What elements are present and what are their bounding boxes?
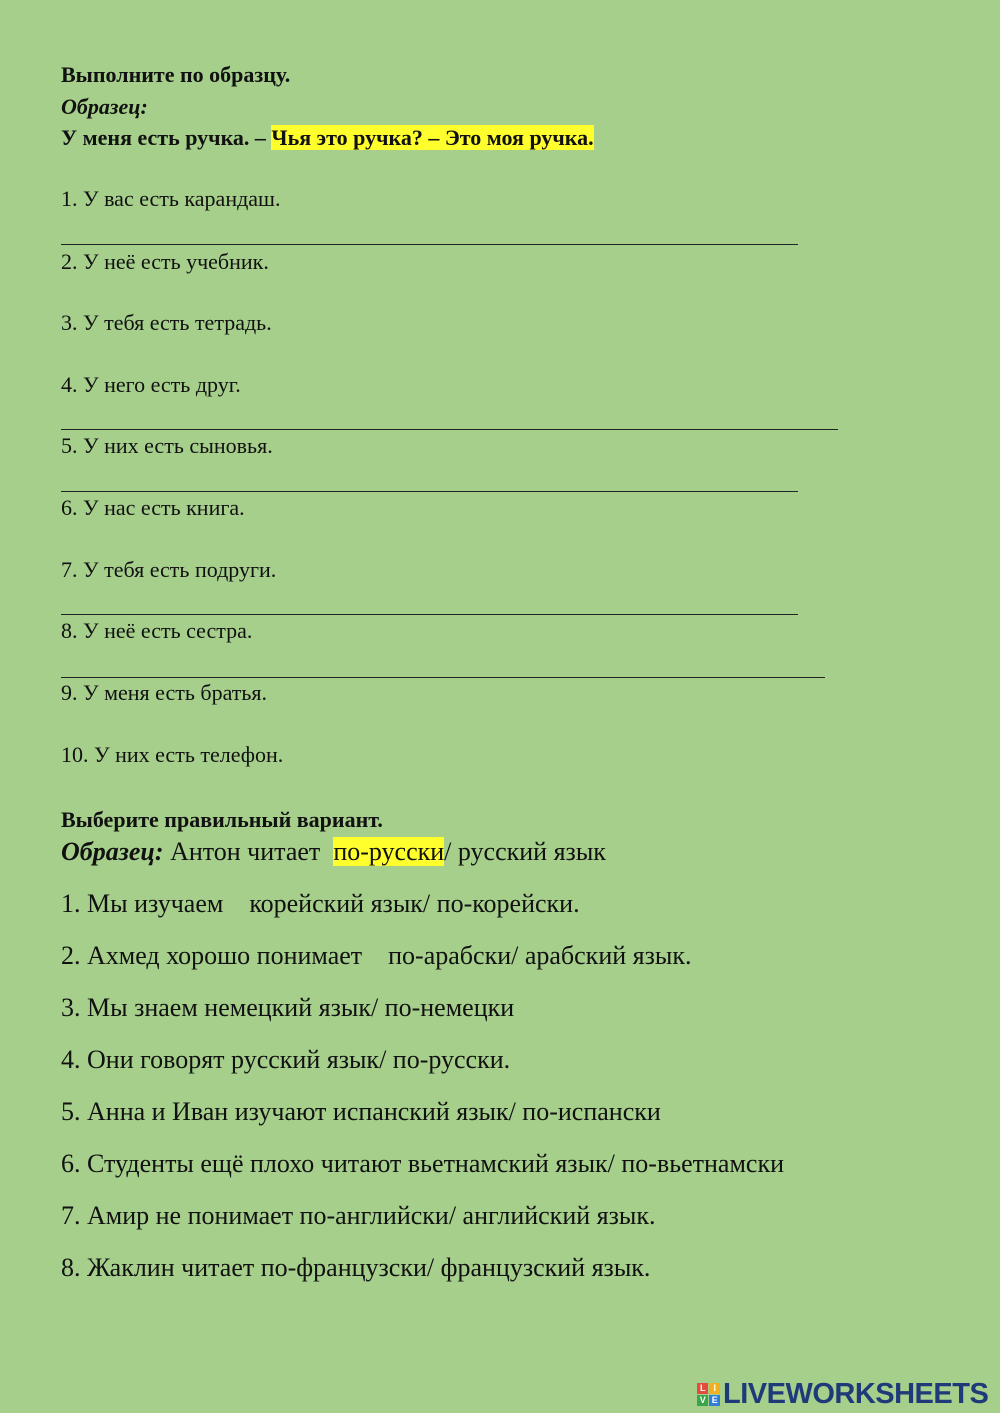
sample-suffix: / русский язык	[444, 837, 606, 866]
sample-prefix: Антон читает	[170, 837, 321, 866]
exercise1-item-7: 7. У тебя есть подруги.	[61, 557, 277, 582]
answer-line[interactable]	[61, 614, 798, 615]
exercise2-item-5[interactable]: 5. Анна и Иван изучают испанский язык/ по-испански	[61, 1097, 661, 1126]
exercise2-item-6[interactable]: 6. Студенты ещё плохо читают вьетнамский язык/ по-вьетнамски	[61, 1149, 784, 1178]
exercise1-item-2: 2. У неё есть учебник.	[61, 249, 269, 274]
exercise1-item-1: 1. У вас есть карандаш.	[61, 186, 281, 211]
exercise1-item-9: 9. У меня есть братья.	[61, 680, 268, 705]
answer-line[interactable]	[61, 491, 798, 492]
section2-sample-label: Образец:	[61, 837, 164, 866]
exercise2-item-2[interactable]: 2. Ахмед хорошо понимает по-арабски/ арабский язык.	[61, 941, 692, 970]
answer-line[interactable]	[61, 677, 825, 678]
section2-title: Выберите правильный вариант.	[61, 807, 383, 832]
logo-mark-icon	[697, 1383, 720, 1406]
exercise2-item-3[interactable]: 3. Мы знаем немецкий язык/ по-немецки	[61, 993, 515, 1022]
exercise1-item-4: 4. У него есть друг.	[61, 372, 241, 397]
section1-sample	[61, 125, 594, 151]
exercise1-item-6: 6. У нас есть книга.	[61, 495, 245, 520]
exercise2-item-1[interactable]: 1. Мы изучаем корейский язык/ по-корейски.	[61, 889, 580, 918]
exercise1-item-5: 5. У них есть сыновья.	[61, 433, 273, 458]
logo-letter-i: I	[709, 1383, 720, 1394]
exercise2-item-7[interactable]: 7. Амир не понимает по-английски/ английский язык.	[61, 1201, 656, 1230]
sample-sentence: У меня есть ручка. –	[61, 125, 266, 150]
logo-letter-e: E	[709, 1395, 720, 1406]
section2-sample	[61, 837, 606, 867]
logo-letter-l: L	[697, 1383, 708, 1394]
exercise2-item-4[interactable]: 4. Они говорят русский язык/ по-русски.	[61, 1045, 511, 1074]
logo-text: LIVEWORKSHEETS	[723, 1377, 989, 1410]
section1-title: Выполните по образцу.	[61, 62, 291, 87]
exercise2-item-8[interactable]: 8. Жаклин читает по-французски/ французский язык.	[61, 1253, 651, 1282]
sample-correct-highlight: по-русски	[333, 837, 445, 866]
liveworksheets-logo	[697, 1376, 988, 1412]
exercise1-item-3: 3. У тебя есть тетрадь.	[61, 310, 272, 335]
logo-letter-v: V	[697, 1395, 708, 1406]
exercise1-item-10: 10. У них есть телефон.	[61, 742, 284, 767]
exercise1-item-8: 8. У неё есть сестра.	[61, 618, 253, 643]
answer-line[interactable]	[61, 429, 838, 430]
sample-answer-highlight: Чья это ручка? – Это моя ручка.	[271, 125, 594, 150]
section1-sample-label: Образец:	[61, 94, 148, 119]
answer-line[interactable]	[61, 244, 798, 245]
